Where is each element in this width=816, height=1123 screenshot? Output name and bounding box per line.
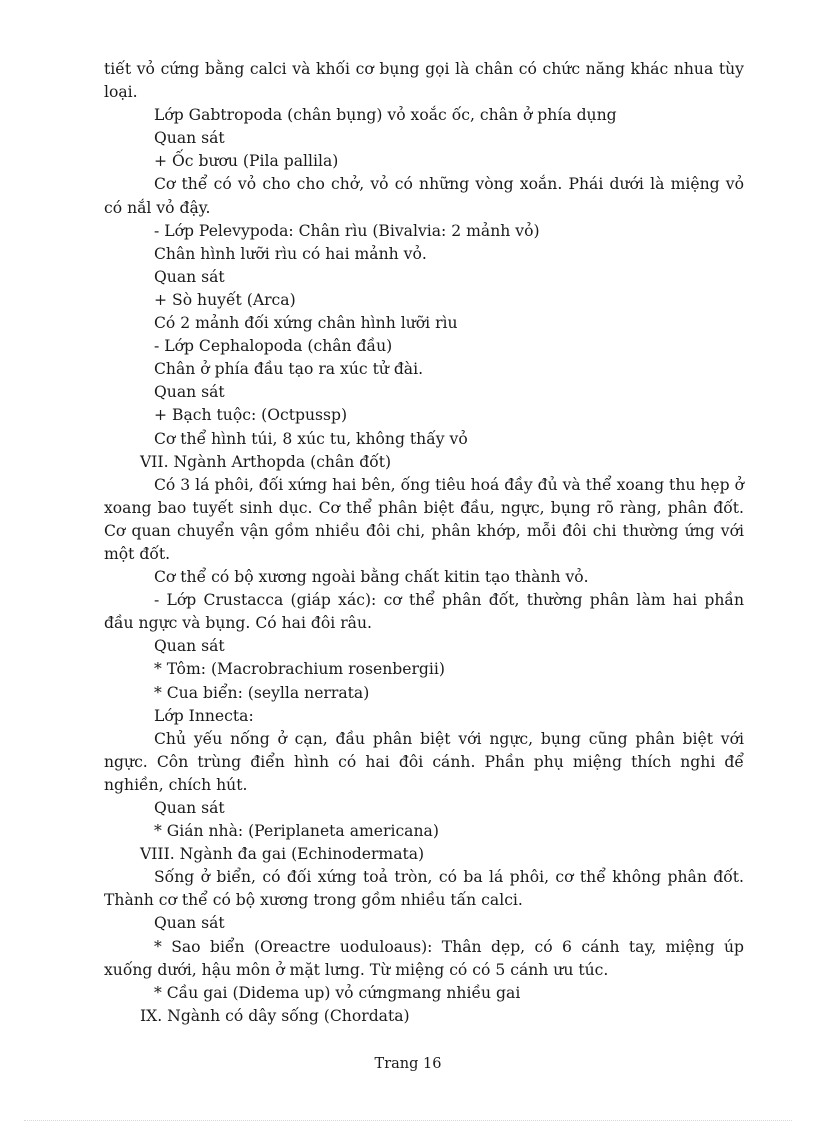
paragraph: + Bạch tuộc: (Octpussp) — [154, 406, 348, 425]
paragraph: * Cua biển: (seylla nerrata) — [154, 683, 370, 702]
paragraph: - Lớp Pelevypoda: Chân rìu (Bivalvia: 2 mảnh vỏ) — [154, 221, 540, 240]
paragraph: Quan sát — [154, 799, 225, 817]
paragraph: tiết vỏ cứng bằng calci và khối cơ bụng gọi là chân có chức năng khác nhua tùy loại. — [104, 60, 744, 102]
paragraph: * Sao biển (Oreactre uoduloaus): Thân dẹp, có 6 cánh tay, miệng úp xuống dưới, hậu môn ở mặt lưng. Từ miệng có có 5 cánh ưu túc. — [104, 937, 744, 979]
paragraph: Chân hình lưỡi rìu có hai mảnh vỏ. — [154, 244, 427, 263]
paragraph: - Lớp Cephalopoda (chân đầu) — [154, 337, 393, 356]
paragraph: Cơ thể hình túi, 8 xúc tu, không thấy vỏ — [154, 429, 468, 448]
paragraph: Lớp Innecta: — [154, 706, 254, 725]
paragraph: Quan sát — [154, 383, 225, 402]
paragraph: Có 3 lá phôi, đối xứng hai bên, ống tiêu hoá đầy đủ và thể xoang thu hẹp ở xoang bao tuyết sinh dục. Cơ thể phân biệt đầu, ngực, bụng rõ ràng, phân đốt. Cơ quan chuyển vận gồm nhiều đôi chi, phân khớp, mỗi đôi chi thường ứng với một đốt. — [104, 475, 744, 563]
paragraph: Cơ thể có bộ xương ngoài bằng chất kitin tạo thành vỏ. — [154, 568, 589, 587]
paragraph: Sống ở biển, có đối xứng toả tròn, có ba lá phôi, cơ thể không phân đốt. Thành cơ thể có bộ xương trong gồm nhiều tấn calci. — [104, 868, 744, 910]
paragraph: + Ốc bươu (Pila pallila) — [154, 152, 339, 171]
page-body — [104, 58, 744, 1028]
paragraph: Cơ thể có vỏ cho cho chở, vỏ có những vòng xoắn. Phái dưới là miệng vỏ có nắl vỏ đậy. — [104, 175, 744, 217]
paragraph: + Sò huyết (Arca) — [154, 290, 296, 309]
paragraph: Lớp Gabtropoda (chân bụng) vỏ xoắc ốc, chân ở phía dụng — [154, 106, 617, 125]
paragraph: Chân ở phía đầu tạo ra xúc tử đài. — [154, 360, 424, 379]
paragraph: Quan sát — [154, 267, 225, 286]
paragraph: Quan sát — [154, 129, 225, 148]
paragraph: Có 2 mảnh đối xứng chân hình lưỡi rìu — [154, 314, 458, 333]
page-bottom-divider — [24, 1120, 792, 1121]
page-footer: Trang 16 — [374, 1056, 442, 1072]
paragraph: * Tôm: (Macrobrachium rosenbergii) — [154, 660, 445, 679]
paragraph: IX. Ngành có dây sống (Chordata) — [140, 1006, 410, 1025]
paragraph: - Lớp Crustacca (giáp xác): cơ thể phân đốt, thường phân làm hai phần đầu ngực và bụng. Có hai đôi râu. — [104, 591, 744, 633]
paragraph: Chủ yếu nống ở cạn, đầu phân biệt với ngực, bụng cũng phân biệt với ngực. Côn trùng điển hình có hai đôi cánh. Phần phụ miệng thích nghi để nghiền, chích hút. — [104, 729, 744, 794]
paragraph: Quan sát — [154, 914, 225, 933]
paragraph: VII. Ngành Arthopda (chân đốt) — [140, 452, 392, 471]
paragraph: * Cầu gai (Didema up) vỏ cứngmang nhiều gai — [154, 983, 521, 1002]
paragraph: Quan sát — [154, 637, 225, 656]
paragraph: VIII. Ngành đa gai (Echinodermata) — [140, 845, 425, 864]
paragraph: * Gián nhà: (Periplaneta americana) — [154, 822, 439, 841]
